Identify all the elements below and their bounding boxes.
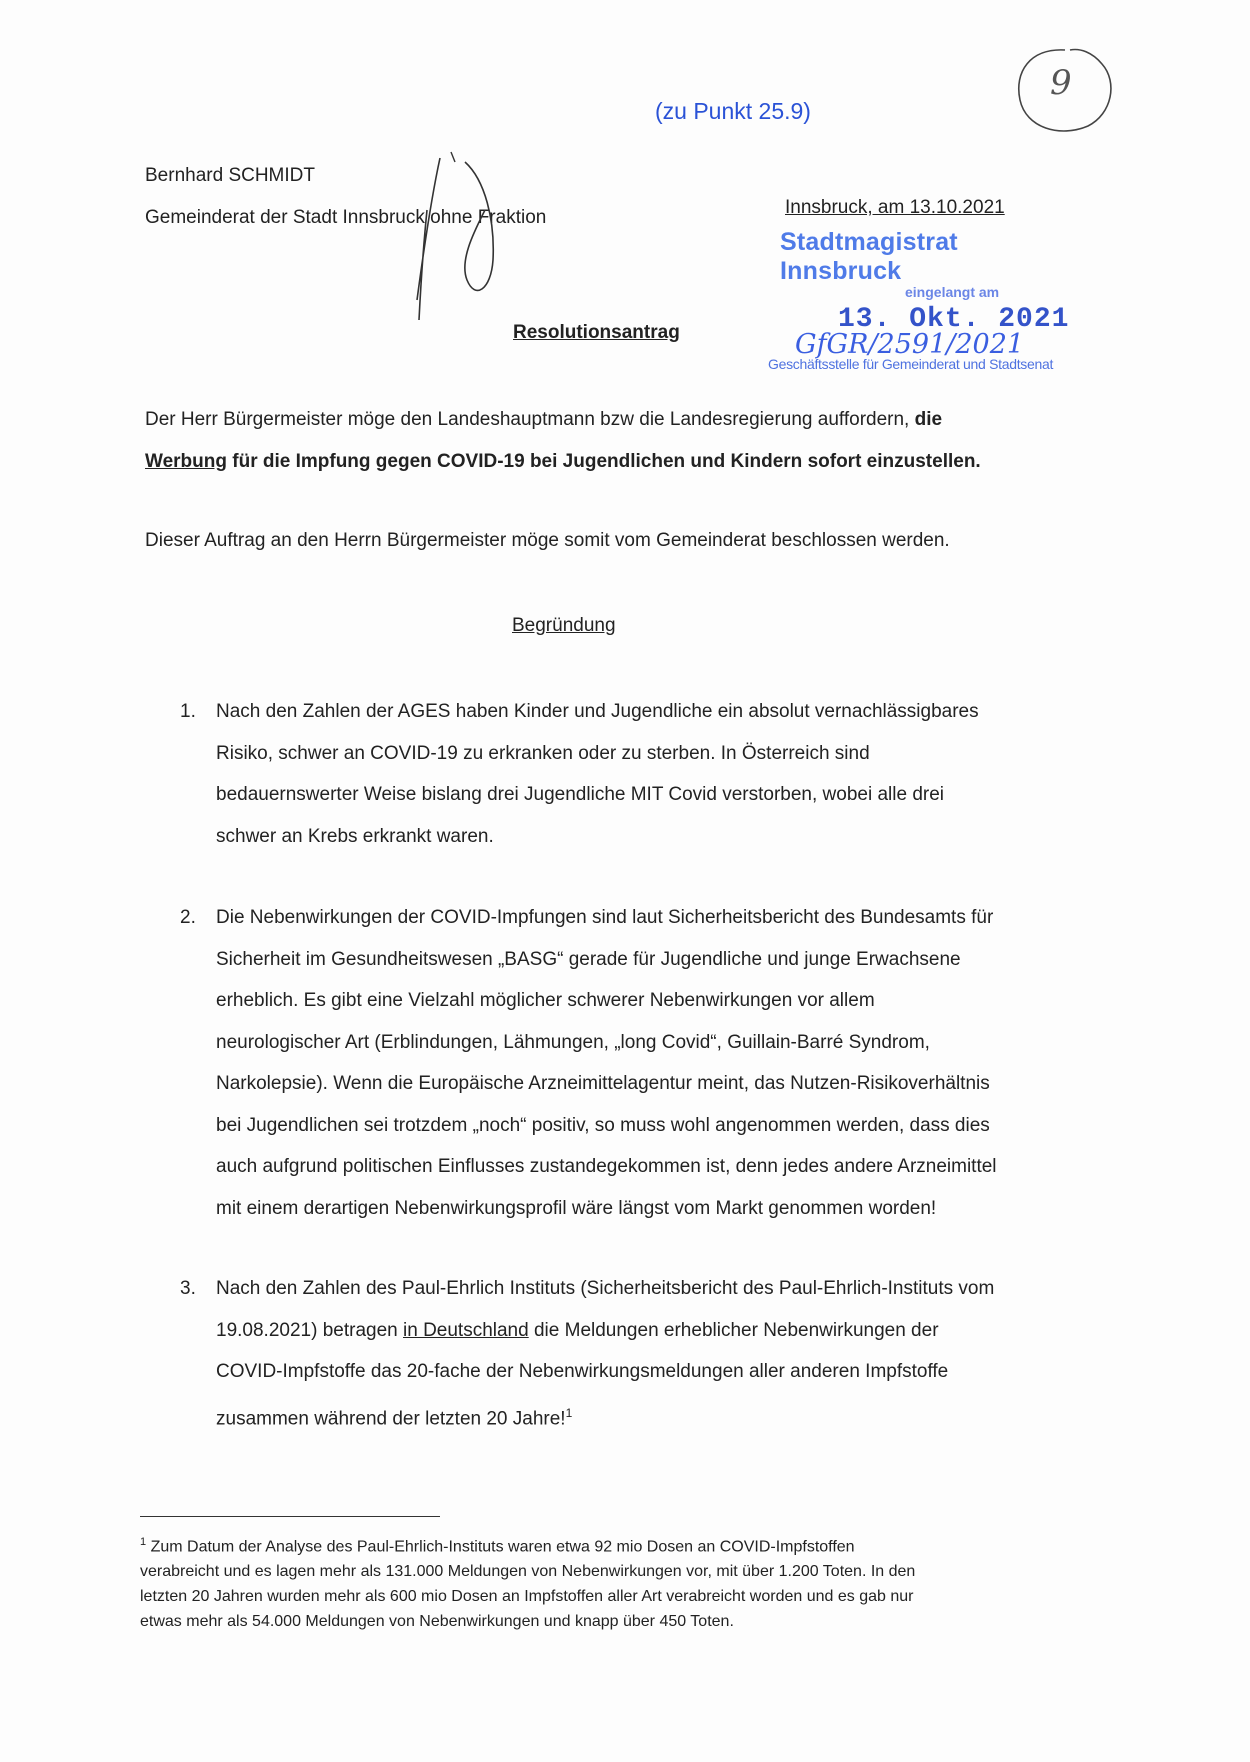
request-bold-text: für die Impfung gegen COVID-19 bei Jugendlichen und Kindern sofort einzustellen. xyxy=(226,451,981,472)
list-item-line: Die Nebenwirkungen der COVID-Impfungen sind laut Sicherheitsbericht des Bundesamts für xyxy=(216,907,994,928)
footnote-marker: 1 xyxy=(140,1536,147,1548)
list-item xyxy=(180,691,1080,857)
received-stamp xyxy=(770,228,1070,372)
date-line: Innsbruck, am 13.10.2021 xyxy=(785,197,1005,218)
request-underlined-word: Werbung xyxy=(145,451,227,472)
list-item-line: mit einem derartigen Nebenwirkungsprofil wäre längst vom Markt genommen worden! xyxy=(216,1197,937,1219)
document-title: Resolutionsantrag xyxy=(513,322,680,343)
footnote xyxy=(140,1530,1080,1634)
handwritten-signature xyxy=(395,150,545,340)
list-item-line: COVID-Impfstoffe das 20-fache der Nebenwirkungsmeldungen aller anderen Impfstoffe xyxy=(216,1361,949,1382)
footnote-line: verabreicht und es lagen mehr als 131.000 Meldungen von Nebenwirkungen vor, mit über 1.200 Toten. In den xyxy=(140,1563,916,1581)
footnote-line: etwas mehr als 54.000 Meldungen von Nebenwirkungen und knapp über 450 Toten. xyxy=(140,1613,734,1631)
footnote-line: Zum Datum der Analyse des Paul-Ehrlich-Instituts waren etwa 92 mio Dosen an COVID-Impfstoffen xyxy=(146,1538,855,1556)
sender-name: Bernhard SCHMIDT xyxy=(145,165,315,186)
circled-number-mark xyxy=(1010,42,1120,142)
list-item-text: die Meldungen erheblicher Nebenwirkungen der xyxy=(528,1319,939,1341)
list-item-number: 2. xyxy=(180,907,196,928)
list-item-line: auch aufgrund politischen Einflusses zustandegekommen ist, denn jedes andere Arzneimittel xyxy=(216,1156,997,1177)
list-item-line: neurologischer Art (Erblindungen, Lähmungen, „long Covid“, Guillain-Barré Syndrom, xyxy=(216,1031,930,1053)
list-item-text: zusammen während der letzten 20 Jahre! xyxy=(216,1407,566,1429)
stamp-office: Geschäftsstelle für Gemeinderat und Stadtsenat xyxy=(768,356,1054,372)
footnote-line: letzten 20 Jahren wurden mehr als 600 mio Dosen an Impfstoffen aller Art verabreicht worden und es gab nur xyxy=(140,1588,914,1606)
stamp-received-label: eingelangt am xyxy=(905,284,1000,300)
list-item xyxy=(180,1268,1080,1439)
list-item-number: 3. xyxy=(180,1278,196,1299)
list-item-text: 19.08.2021) betragen xyxy=(216,1319,403,1341)
list-item-underlined-text: in Deutschland xyxy=(403,1319,529,1341)
list-item-line: schwer an Krebs erkrankt waren. xyxy=(216,825,494,847)
section-heading: Begründung xyxy=(512,615,616,636)
list-item-line: Nach den Zahlen der AGES haben Kinder und Jugendliche ein absolut vernachlässigbares xyxy=(216,701,979,722)
stamp-date: 13. Okt. 2021 xyxy=(838,304,1070,335)
footnote-reference[interactable]: 1 xyxy=(565,1405,573,1420)
sender-role: Gemeinderat der Stadt Innsbruck ohne Fraktion xyxy=(145,207,547,228)
request-text: Der Herr Bürgermeister möge den Landeshauptmann bzw die Landesregierung auffordern, xyxy=(145,409,915,430)
list-item-line: Risiko, schwer an COVID-19 zu erkranken oder zu sterben. In Österreich sind xyxy=(216,742,870,764)
circled-number: 9 xyxy=(1050,63,1072,103)
resolution-request xyxy=(145,399,1095,483)
order-sentence: Dieser Auftrag an den Herrn Bürgermeister möge somit vom Gemeinderat beschlossen werden. xyxy=(145,530,950,551)
reference-note: (zu Punkt 25.9) xyxy=(655,98,811,124)
list-item-line: bei Jugendlichen sei trotzdem „noch“ positiv, so muss wohl angenommen werden, dass dies xyxy=(216,1114,990,1136)
request-bold-start: die xyxy=(914,409,943,430)
list-item-line: Sicherheit im Gesundheitswesen „BASG“ gerade für Jugendliche und junge Erwachsene xyxy=(216,948,961,970)
list-item-line: bedauernswerter Weise bislang drei Jugendliche MIT Covid verstorben, wobei alle drei xyxy=(216,784,945,805)
list-item xyxy=(180,897,1080,1229)
footnote-divider xyxy=(140,1516,440,1517)
list-item-line: erheblich. Es gibt eine Vielzahl möglicher schwerer Nebenwirkungen vor allem xyxy=(216,990,875,1011)
list-item-number: 1. xyxy=(180,701,196,722)
list-item-line: Nach den Zahlen des Paul-Ehrlich Instituts (Sicherheitsbericht des Paul-Ehrlich-Instituts vom xyxy=(216,1278,995,1299)
stamp-reference-number: GfGR/2591/2021 xyxy=(795,329,1025,360)
list-item-line: Narkolepsie). Wenn die Europäische Arzneimittelagentur meint, das Nutzen-Risikoverhältnis xyxy=(216,1073,990,1094)
stamp-organization: Stadtmagistrat Innsbruck xyxy=(780,228,958,285)
